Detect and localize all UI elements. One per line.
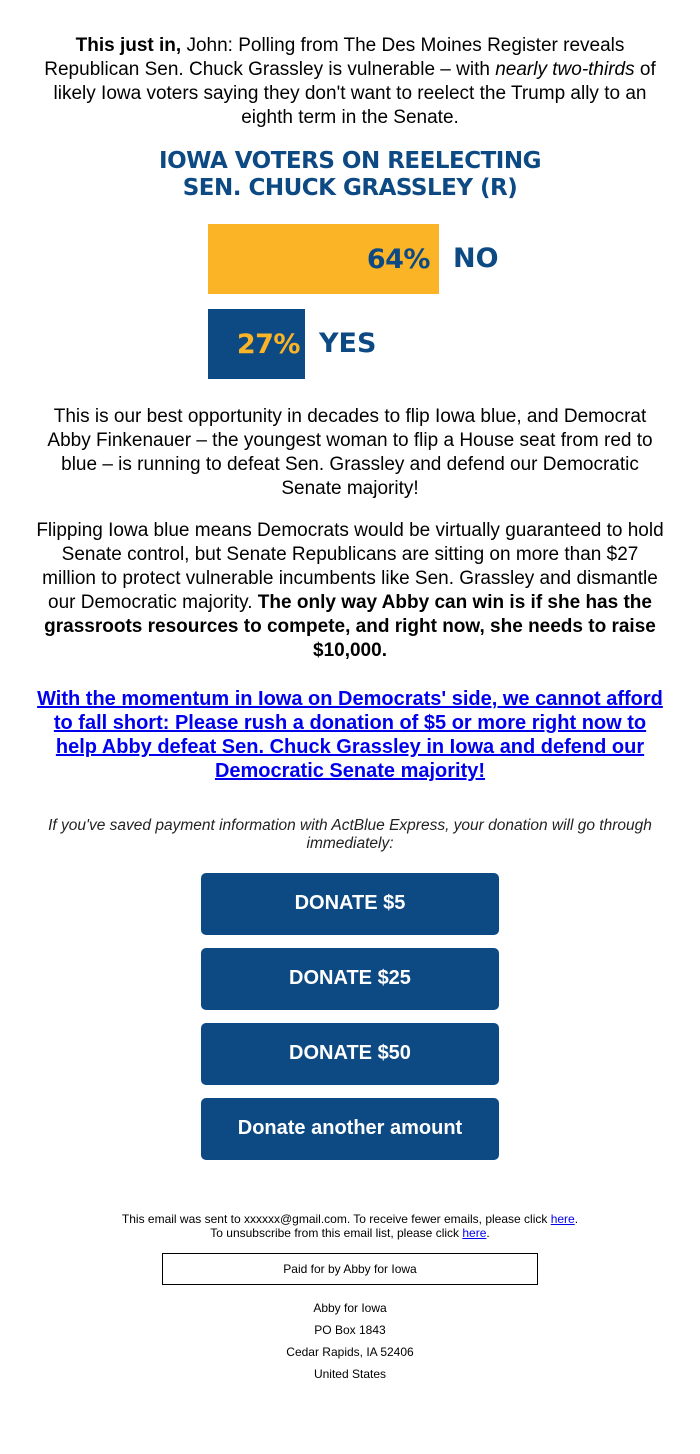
donate-50-button[interactable]: DONATE $50: [201, 1023, 499, 1085]
actblue-express-note: If you've saved payment information with ActBlue Express, your donation will go through immediately:: [48, 817, 652, 852]
poll-label-yes: YES: [319, 328, 377, 359]
funding-bold-text: The only way Abby can win is if she has the grassroots resources to compete, and right now, she needs to raise $10,000.: [44, 592, 656, 661]
funding-paragraph: [35, 519, 665, 663]
sent-to-period: .: [574, 1212, 579, 1226]
address-line-country: United States: [313, 1367, 387, 1381]
email-body: [35, 0, 665, 1385]
poll-row-yes: [35, 309, 665, 379]
poll-value-yes: 27%: [236, 328, 300, 360]
address-line-box: PO Box 1843: [314, 1323, 386, 1337]
donate-other-amount-button[interactable]: Donate another amount: [201, 1098, 499, 1160]
poll-label-no: NO: [453, 243, 499, 274]
poll-value-no: 64%: [366, 243, 430, 275]
mailing-address: [35, 1297, 665, 1385]
unsubscribe-period: .: [486, 1226, 490, 1240]
donate-5-button[interactable]: DONATE $5: [201, 873, 499, 935]
poll-title: [35, 148, 665, 202]
address-line-org: Abby for Iowa: [313, 1301, 387, 1315]
donate-25-button[interactable]: DONATE $25: [201, 948, 499, 1010]
paid-for-box: Paid for by Abby for Iowa: [162, 1253, 538, 1285]
poll-bar-no: [208, 224, 439, 294]
poll-title-line-2: SEN. CHUCK GRASSLEY (R): [182, 175, 518, 201]
intro-text-1: John: Polling from The Des Moines Register reveals Republican Sen. Chuck Grassley is vulnerable – with: [44, 35, 625, 80]
email-footer: [35, 1212, 665, 1385]
poll-graphic: [35, 148, 665, 379]
poll-row-no: [35, 224, 665, 294]
unsubscribe-text: To unsubscribe from this email list, please click: [210, 1226, 463, 1240]
address-line-city: Cedar Rapids, IA 52406: [286, 1345, 414, 1359]
sent-to-line: [35, 1212, 665, 1226]
intro-emphasis: nearly two-thirds: [495, 59, 635, 80]
fewer-emails-link[interactable]: here: [550, 1212, 575, 1226]
sent-to-text: This email was sent to xxxxxx@gmail.com. To receive fewer emails, please click: [121, 1212, 551, 1226]
intro-paragraph: [35, 34, 665, 130]
opportunity-paragraph: This is our best opportunity in decades to flip Iowa blue, and Democrat Abby Finkenauer – the youngest woman to flip a House seat from red to blue – is running to defeat Sen. Grassley and defend our Democratic Senate majority!: [47, 406, 653, 499]
poll-bar-yes: [208, 309, 305, 379]
donate-cta-link[interactable]: With the momentum in Iowa on Democrats' side, we cannot afford to fall short: Please rush a donation of $5 or more right now to help Abby defeat Sen. Chuck Grassley in Iowa and defend our Democratic Senate majority!: [37, 688, 663, 782]
unsubscribe-line: [35, 1226, 665, 1240]
funding-text: Flipping Iowa blue means Democrats would be virtually guaranteed to hold Senate control, but Senate Republicans are sitting on more than $27 million to protect vulnerable incumbents like Sen. Grassley and dismantle our Democratic majority.: [36, 520, 664, 613]
intro-text-2: of likely Iowa voters saying they don't want to reelect the Trump ally to an eighth term in the Senate.: [53, 59, 656, 128]
intro-lead: This just in,: [75, 35, 182, 56]
poll-title-line-1: IOWA VOTERS ON REELECTING: [159, 148, 541, 174]
unsubscribe-link[interactable]: here: [462, 1226, 487, 1240]
